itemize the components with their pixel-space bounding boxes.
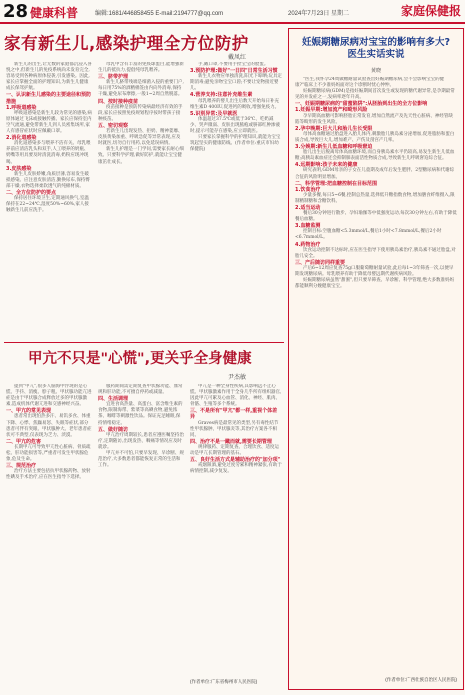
subheading: 3.皮肤感染 [6, 165, 32, 172]
paragraph: 长期甲亢可导致甲亢性心脏病、骨质疏松、肝功能损害等,严重者可发生甲状腺危象,危及生命。 [6, 444, 91, 463]
subheading: 2.适当运动 [295, 204, 321, 211]
subheading: 1.呼吸道感染 [6, 104, 37, 111]
paragraph: 少量多餐,每日5~6餐,控制总热量,选择低升糖指数食物,增加膳食纤维摄入,限制精制糖和含糖饮料。 [295, 192, 455, 204]
paragraph: 戒烟限酒,避免过度劳累和精神紧张,有助于病情控制,减少复发。 [190, 463, 282, 475]
article1-column-1 [6, 62, 92, 340]
paragraph: 消化道感染多与喂养不洁有关。母乳喂养前应清洁乳头和双手,人工喂养的奶瓶、奶嘴等用具要及时清洗消毒,奶粉应现冲现喝。 [6, 141, 91, 165]
subheading: 五、良好生活方式是辅助治疗的"加分项" [190, 457, 281, 464]
paragraph: 餐后30分钟进行散步、孕妇瑜伽等中低强度运动,每次30分钟左右,有助于降低餐后血糖。 [295, 211, 457, 223]
subheading: 一、甲亢的常见表现 [6, 408, 52, 415]
page-header [0, 0, 465, 24]
subheading: 五、密切观察 [98, 122, 129, 129]
subheading: 4.营养支持:注意补充维生素 [190, 92, 253, 99]
paragraph: 规律服药、定期复查、合理饮食、适度运动是甲亢长期管理的基石。 [190, 444, 279, 457]
paragraph: 保持居住环境卫生,定期通风换气,室温保持在22~24℃,湿度50%~60%,家人接触新生儿前应洗手。 [6, 196, 89, 214]
article1-column-3 [190, 62, 282, 340]
paragraph: 提到"甲亢",很多人脑海中浮现的是心慌、手抖、消瘦、脖子粗。甲状腺功能亢进症是由于甲状腺合成释放过多的甲状腺激素,造成机体代谢亢进和交感神经兴奋。 [6, 384, 92, 408]
article-divider [4, 342, 284, 343]
subheading: 3.血糖监测 [295, 223, 321, 230]
article2-column-1 [6, 384, 92, 686]
subheading: 四、治疗不是一蹴而就,需要长期管理 [190, 438, 272, 445]
paragraph: 母乳喂养的婴儿出生后数天开始每日补充维生素D 400IU,促进钙的吸收,增强免疫力。 [190, 98, 280, 110]
paragraph: 手,戴口罩,不要用手捏宝宝的脸蛋。 [198, 62, 269, 67]
article1-title: 家有新生儿,感染护理全方位防护 [4, 34, 249, 53]
page-number: 28 [3, 1, 29, 22]
section-title: 健康科普 [30, 6, 79, 20]
article1-column-2 [98, 62, 184, 340]
paragraph: 只要家长掌握科学的护理知识,就能为宝宝筑起坚实的健康防线。(作者单位:重庆市妇幼保健院) [190, 135, 281, 153]
subheading: 三、脐带护理 [98, 74, 129, 81]
subheading: 四、按时接种疫苗 [98, 98, 139, 105]
subheading: 二、全方位防护的要点 [6, 189, 57, 196]
subheading: 五、做好随访 [98, 426, 129, 433]
sidebar-title-line1: 妊娠期糖尿病对宝宝的影响有多大? [301, 37, 450, 48]
paragraph: 甲亢治疗周期较长,患者应遵医嘱坚持治疗,定期随访,出现发热、咽痛等情况应及时就诊。 [98, 432, 184, 450]
subheading: 4.远期影响:孩子未来的健康 [295, 162, 358, 169]
article2-column-3 [190, 384, 282, 676]
subheading: 一、认识新生儿感染的主要途径和预防措施 [6, 92, 92, 105]
sidebar-credit: (作者单位:广西壮族自治区人民医院) [385, 677, 457, 682]
issue-date: 2024年7月23日 星期二 [288, 11, 350, 17]
editor-line: 编辑:1681/446858455 E-mail:2194777@qq.com [95, 11, 224, 17]
article2-byline: 尹杰敏 [228, 374, 247, 381]
subheading: 3.分娩期:新生儿低血糖和呼吸窘迫 [295, 144, 373, 151]
paragraph: 新生儿皮肤娇嫩,角质层薄,容易发生破损感染。应注意皮肤清洁,勤换尿布,保持臀部干燥,衣物选择柔软透气的纯棉材质。 [6, 171, 90, 189]
paragraph: 产后6~12周应复查75g口服葡萄糖耐量试验,此后每1~3年筛查一次,以便早期发现糖尿病。母乳喂养有助于降低母婴远期代谢疾病风险。 [295, 265, 454, 277]
paragraph: 胎儿出生后脱离母体高血糖环境,而自身胰岛素水平仍较高,易发生新生儿低血糖;高胰岛素血症还会抑制肺表面活性物质合成,导致新生儿呼吸窘迫综合征。 [295, 150, 455, 162]
article2-title: 甲亢不只是"心慌",更关乎全身健康 [28, 351, 252, 367]
paragraph: 饮食运动控制不达标时,应在医生指导下使用胰岛素治疗,胰岛素不通过胎盘,对胎儿安全。 [295, 247, 456, 259]
sidebar-title [295, 37, 457, 61]
subheading: 3.预防护理:做好"一日四"日常生活习惯 [190, 68, 278, 75]
paragraph: 妊娠期糖尿病(GDM)是指妊娠期间首次发生或发现的糖代谢异常,是孕期最常见的并发症之一,发病率逐年升高。 [295, 89, 455, 101]
sidebar-byline: 黄晓 [370, 68, 381, 74]
paragraph: Graves病是最常见的类型,另有毒性结节性甲状腺肿、甲状腺炎等,其治疗方案各不相同。 [190, 420, 279, 438]
paragraph: 母体高血糖通过胎盘进入胎儿体内,刺激胎儿胰岛素分泌增加,促进脂肪和蛋白质合成,导致巨大儿,增加难产、产伤及剖宫产几率。 [295, 131, 455, 143]
paragraph: 治疗方法主要包括抗甲状腺药物、放射性碘及手术治疗,应在医生指导下选择。 [6, 469, 91, 481]
sidebar-article [288, 28, 464, 690]
masthead: 家庭保健报 [400, 4, 461, 18]
paragraph: 甲亢是一种全身性疾病,其影响远不止心慌。甲状腺激素作用于全身几乎所有组织器官,因此甲亢可累及心血管、消化、神经、肌肉、骨骼、生殖等多个系统。 [190, 384, 282, 408]
subheading: 四、生活调理 [98, 396, 129, 403]
paragraph: 患者常出现怕热多汗、易饥多食、体重下降、心悸、焦躁易怒、失眠等症状,部分患者可伴有突眼、甲状腺肿大。老年患者症状可不典型,仅表现为乏力、淡漠。 [6, 414, 92, 438]
paragraph: 控制目标:空腹血糖<5.3mmol/L,餐后1小时<7.8mmol/L,餐后2小时<6.7mmol/L。 [295, 229, 442, 241]
paragraph: 母乳中含有丰富的免疫球蛋白,能增强新生儿的抵抗力,提倡纯母乳喂养。 [98, 62, 184, 74]
paragraph: 新生儿的出生,让无数的家庭都沉浸入喜悦之中,但新生儿的免疫系统尚未发育完全,容易受到各种病原体侵袭,引发感染。因此,家长应掌握全面的护理知识,为新生儿健康成长保驾护航。 [6, 62, 92, 92]
paragraph: 甲亢并不可怕,只要早发现、早诊断、规范治疗,大多数患者都能恢复正常的生活和工作。 [98, 451, 184, 469]
subheading: 1.饮食治疗 [295, 186, 321, 193]
sidebar-title-line2: 医生实话实说 [347, 49, 405, 60]
subheading: 2.消化道感染 [6, 135, 37, 142]
paragraph: 若新生儿出现发热、拒奶、精神萎靡、皮肤黄染加重、呼吸急促等异常表现,应及时就医,切勿自行用药,以免延误病情。 [98, 129, 183, 147]
subheading: 二、科学管理:把血糖控制在目标范围 [295, 180, 378, 187]
paragraph: 呼吸道感染是新生儿较为常见的感染,病原体通过飞沫或接触传播。家长应保持室内空气流通,避免带新生儿到人员密集场所,家人有感冒症状时应佩戴口罩。 [6, 110, 92, 135]
paragraph: 体温超过37.5℃或低于36℃、吃奶减少、哭声微弱、皮肤出现脓疱或脐部红肿渗液时,提示可能存在感染,应立即就医。 [190, 116, 280, 135]
subheading: 4.药物治疗 [295, 241, 321, 248]
subheading: 5.识别异常:及早就医 [190, 110, 238, 117]
paragraph: 宜进食高热量、高蛋白、富含维生素的食物,限制海带、紫菜等高碘食物,避免浓茶、咖啡等刺激性饮品。保证充足睡眠,保持情绪稳定。 [98, 402, 183, 426]
paragraph: "医生,我怀孕24周做糖耐量试验查出妊娠期糖尿病,会不会影响宝宝的健康?"临床上不少准妈妈面对这个诊断时忧心忡忡。 [295, 77, 445, 89]
paragraph: 研究表明,GDM母亲的子女在儿童期及成年后发生肥胖、2型糖尿病和代谢综合征的风险明显增加。 [295, 168, 455, 180]
paragraph: 妊娠期糖尿病虽然"甜蜜",但只要早筛查、早诊断、科学管理,绝大多数准妈妈都能顺利分娩健康宝宝。 [295, 278, 454, 290]
paragraph: 新生儿护理是一门学问,需要家长耐心细致。只要科学护理,做好防护,就能让宝宝健康茁壮成长。 [98, 147, 184, 165]
subheading: 2.孕中晚期:巨大儿和胎儿生长受限 [295, 125, 373, 132]
subheading: 1.妊娠早期:增加流产和畸形风险 [295, 107, 368, 114]
article1-byline: 戴凤红 [228, 54, 247, 61]
subheading: 一、妊娠期糖尿病的"甜蜜陷阱":从胚胎到出生的全方位影响 [295, 101, 428, 108]
paragraph: 新生儿衣物应单独清洗,阳光下晾晒;玩具定期消毒;避免亲吻宝宝口唇;不要让宠物接近婴儿。 [190, 74, 282, 92]
article2-credit: (作者单位:广东省梅州市人民医院) [190, 679, 258, 684]
paragraph: 疫苗接种是预防传染病最经济有效的手段,家长应按照免疫规划程序按时带孩子接种疫苗。 [98, 104, 183, 122]
subheading: 三、规范治疗 [6, 463, 37, 470]
subheading: 三、产后随访同样重要 [295, 259, 346, 266]
sidebar-body [295, 77, 457, 675]
subheading: 二、甲亢的危害 [6, 438, 42, 445]
subheading: 三、不是所有"甲亢"都一样,重视个体差异 [190, 408, 278, 421]
article2-column-2 [98, 384, 184, 686]
paragraph: 新生儿脐带残端是细菌入侵的重要门户,每日用75%的酒精棉签由内向外消毒,保持干燥,避免尿布摩擦,一般1~2周自然脱落。 [98, 80, 184, 98]
paragraph: 孕早期高血糖可影响胚胎正常发育,增加自然流产及先天性心脏病、神经管缺陷等畸形的发生风险。 [295, 113, 453, 125]
paragraph: 服药期间需定期复查甲状腺功能、血常规和肝功能,不可擅自停药或减量。 [98, 384, 183, 396]
